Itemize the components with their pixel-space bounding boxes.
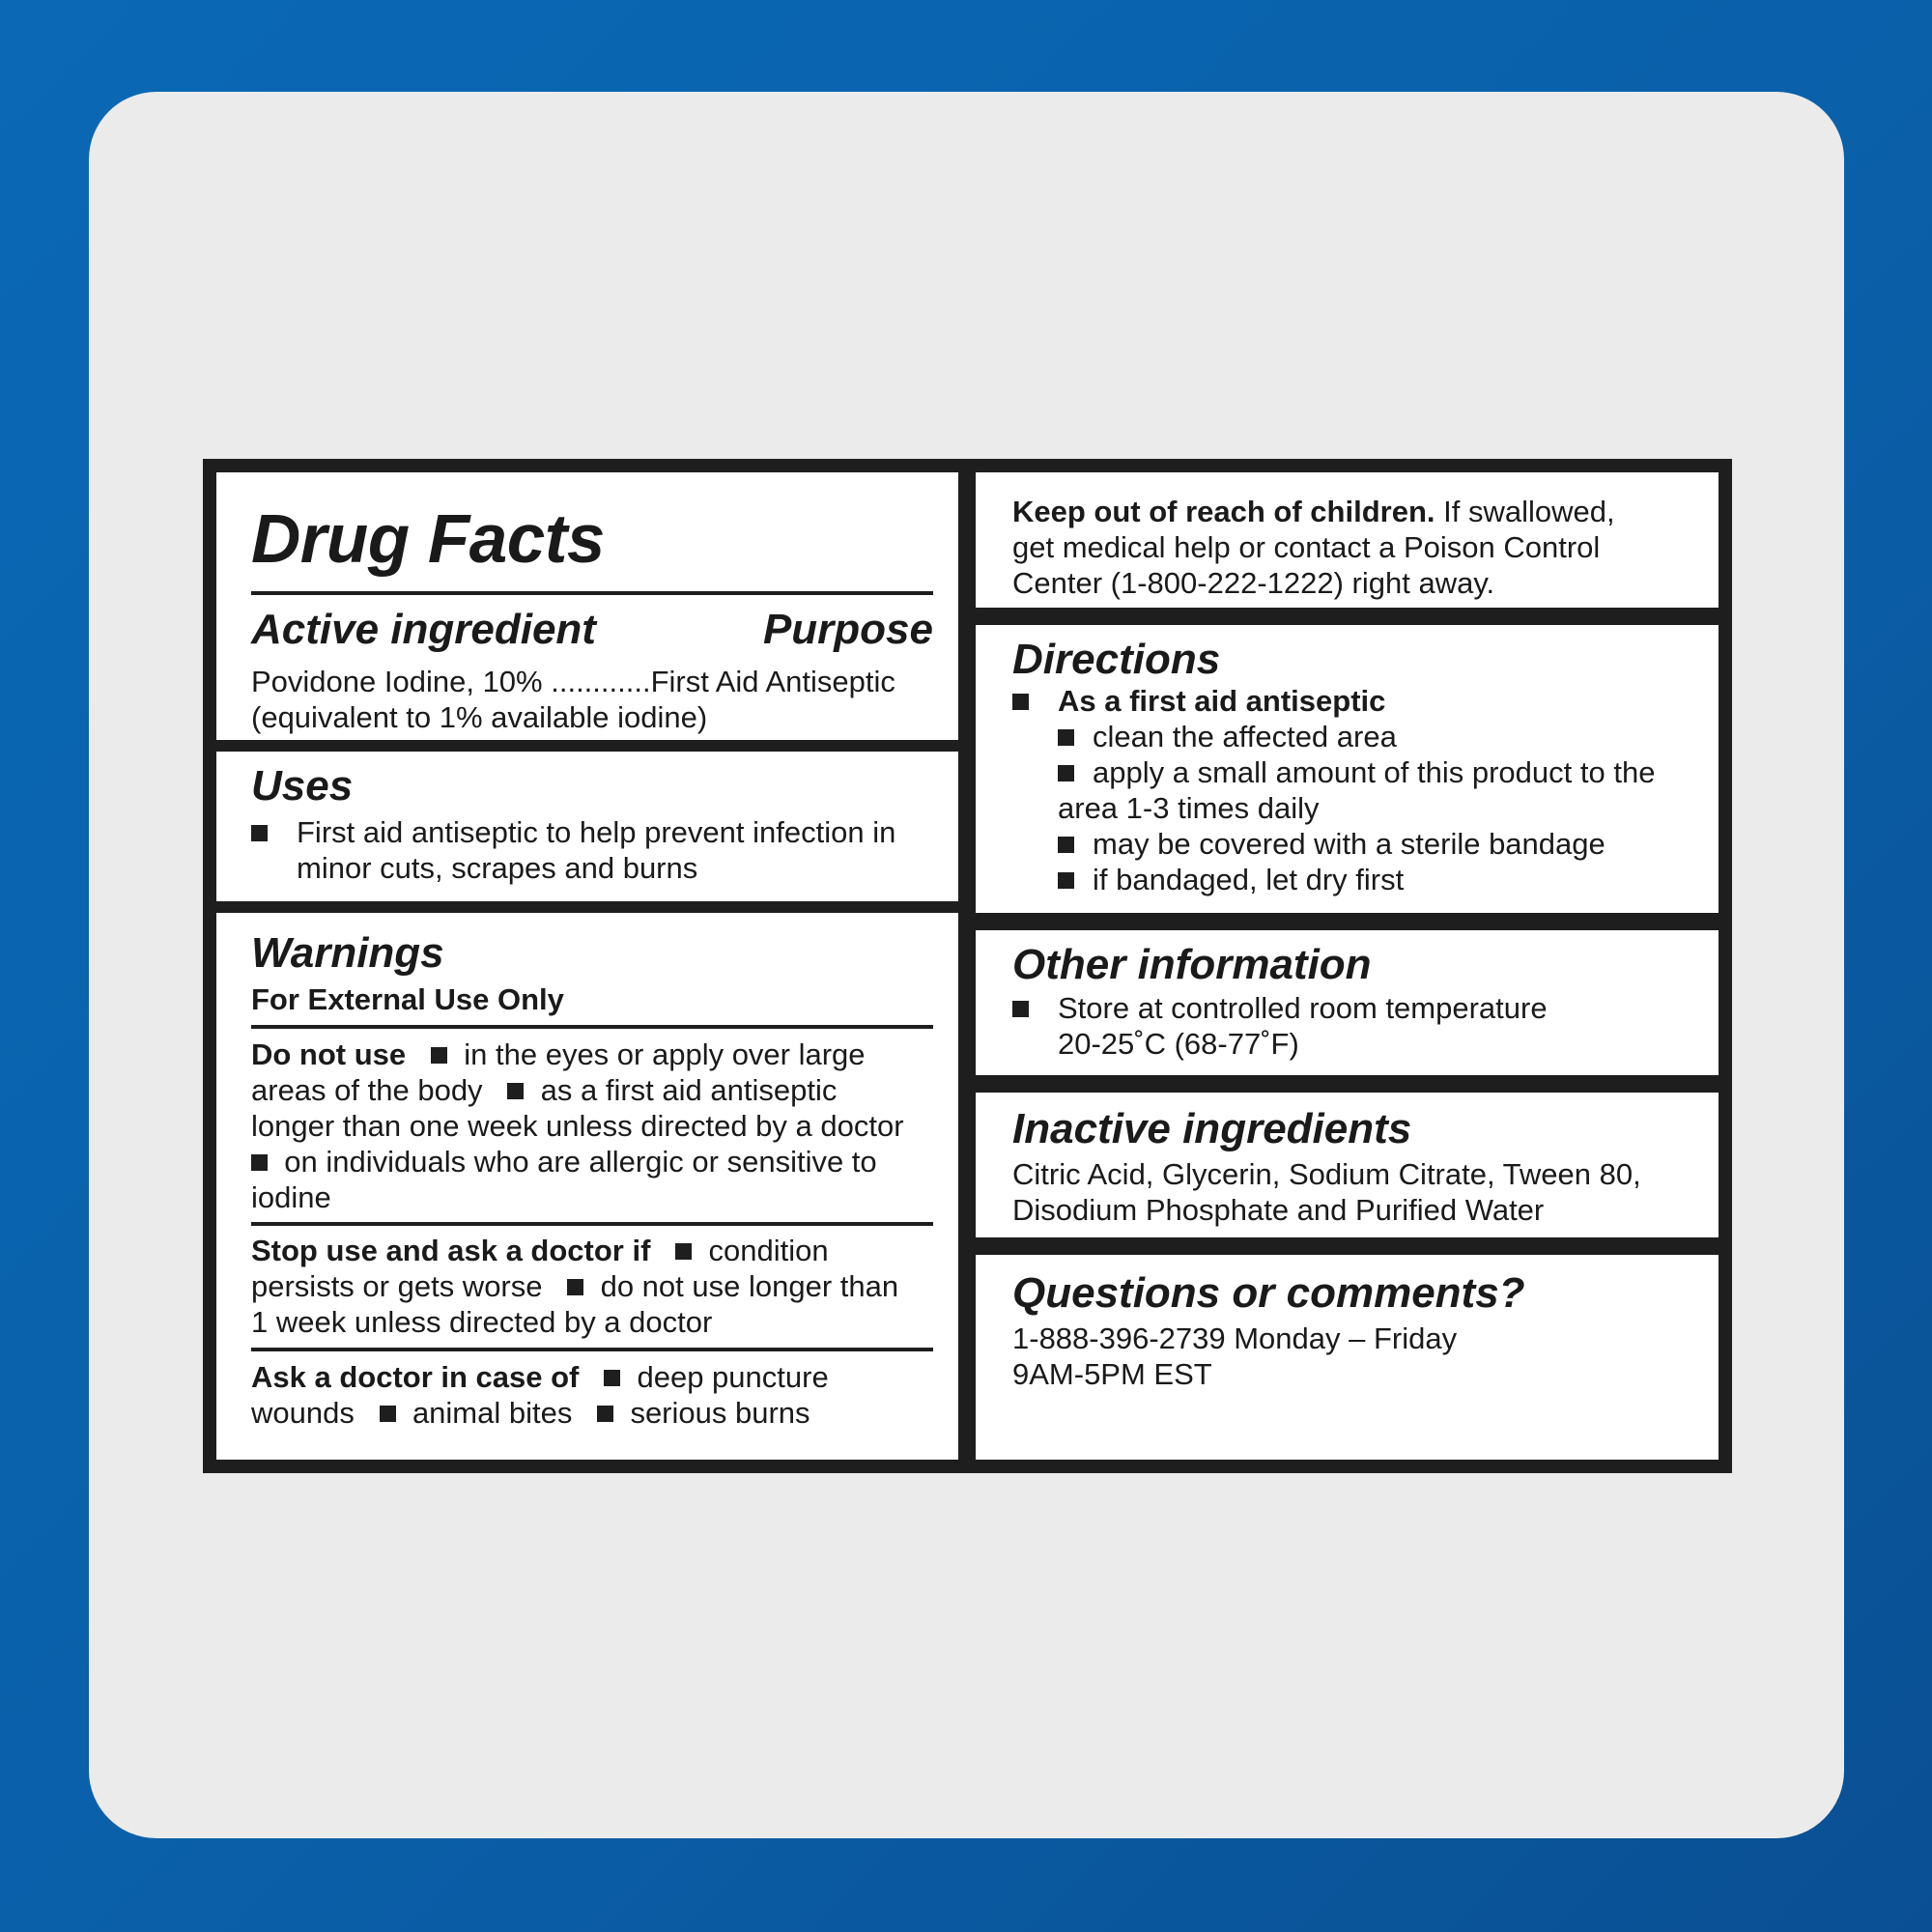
questions-phone: 1-888-396-2739 Monday – Friday <box>1012 1321 1458 1355</box>
questions-hours: 9AM-5PM EST <box>1012 1357 1212 1391</box>
bullet-square <box>567 1279 583 1295</box>
divider <box>251 1348 933 1351</box>
ask-doctor-section: Ask a doctor in case of deep puncture wounds animal bites serious burns <box>251 1360 829 1430</box>
inactive-ingredients-panel: Inactive ingredients Citric Acid, Glycerin, Sodium Citrate, Tween 80, Disodium Phosphate and Purified Water <box>976 1093 1719 1237</box>
bullet-square <box>251 1154 268 1171</box>
uses-panel <box>216 752 958 901</box>
drug-facts-label <box>203 459 1732 1473</box>
do-not-use-section: Do not use in the eyes or apply over large areas of the body as a first aid antiseptic longer than one week unless directed by a doctor on individuals who are allergic or sensitive to iodine <box>251 1037 904 1214</box>
divider <box>251 1222 933 1226</box>
divider <box>251 1025 933 1029</box>
active-ingredient-panel <box>216 472 958 740</box>
warnings-panel <box>216 913 958 1460</box>
stop-use-section: Stop use and ask a doctor if condition persists or gets worse do not use longer than 1 week unless directed by a doctor <box>251 1234 899 1339</box>
stop-use-label: Stop use and ask a doctor if <box>251 1234 651 1267</box>
bullet-square <box>604 1370 620 1386</box>
bullet-square <box>1012 1001 1029 1017</box>
other-information-item: Store at controlled room temperature 20-25˚C (68-77˚F) <box>1012 990 1708 1062</box>
divider <box>251 591 933 595</box>
other-information-heading: Other information <box>1012 941 1372 988</box>
directions-step: if bandaged, let dry first <box>1058 862 1708 897</box>
bullet-square <box>507 1083 524 1099</box>
directions-heading: Directions <box>1012 636 1221 683</box>
directions-step: may be covered with a sterile bandage <box>1058 826 1708 862</box>
other-information-panel <box>976 930 1719 1075</box>
questions-panel <box>976 1255 1719 1460</box>
directions-panel: Directions As a first aid antiseptic clean the affected area apply a small amount of this product to the area 1-3 times daily may be covered with a sterile bandage if bandaged, let dry first <box>976 625 1719 913</box>
bullet-square <box>1058 837 1074 853</box>
external-use-subheading: For External Use Only <box>251 982 564 1016</box>
inactive-ingredients-text: Citric Acid, Glycerin, Sodium Citrate, Tween 80, <box>1012 1157 1641 1191</box>
keep-out-panel: Keep out of reach of children. If swallowed, get medical help or contact a Poison Control Center (1-800-222-1222) right away. <box>976 472 1719 608</box>
questions-heading: Questions or comments? <box>1012 1269 1525 1317</box>
bullet-square <box>1012 694 1029 710</box>
keep-out-bold: Keep out of reach of children. <box>1012 495 1435 528</box>
purpose-heading: Purpose <box>762 606 933 653</box>
directions-step: clean the affected area <box>1058 719 1708 754</box>
uses-heading: Uses <box>251 762 354 810</box>
active-ingredient-heading: Active ingredient <box>251 606 596 653</box>
warnings-heading: Warnings <box>251 929 444 977</box>
directions-step: apply a small amount of this product to the <box>1058 754 1708 790</box>
bullet-square <box>675 1243 692 1260</box>
uses-item: First aid antiseptic to help prevent infection in minor cuts, scrapes and burns <box>251 814 947 886</box>
bullet-square <box>380 1406 396 1422</box>
bullet-square <box>1058 729 1074 746</box>
do-not-use-label: Do not use <box>251 1037 407 1071</box>
ask-doctor-label: Ask a doctor in case of <box>251 1360 580 1394</box>
bullet-square <box>251 825 268 841</box>
bullet-square <box>1058 872 1074 889</box>
active-ingredient-line: Povidone Iodine, 10% ............First Aid Antiseptic <box>251 665 895 698</box>
active-ingredient-equivalent: (equivalent to 1% available iodine) <box>251 700 708 734</box>
bullet-square <box>597 1406 613 1422</box>
bullet-square <box>1058 765 1074 781</box>
bullet-square <box>431 1047 447 1064</box>
directions-main-item: As a first aid antiseptic <box>1012 683 1708 719</box>
drug-facts-title: Drug Facts <box>251 501 605 578</box>
inactive-ingredients-heading: Inactive ingredients <box>1012 1105 1412 1152</box>
